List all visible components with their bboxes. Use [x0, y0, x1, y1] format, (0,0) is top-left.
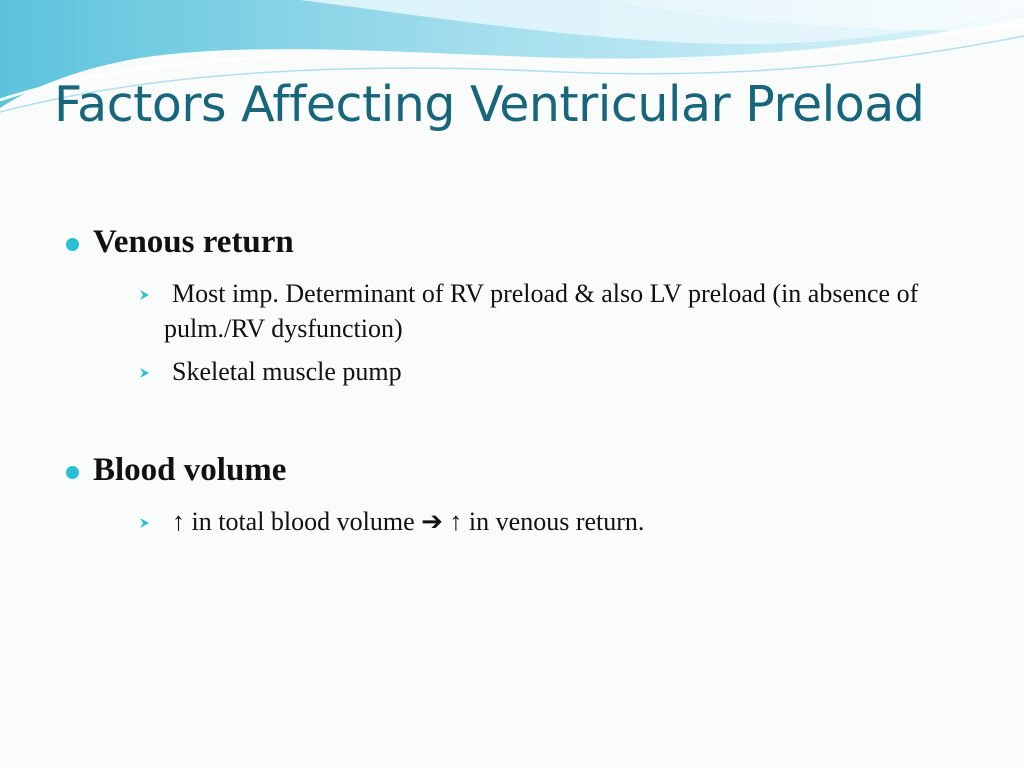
bullet-dot-icon: [66, 466, 79, 479]
bullet-dot-icon: [66, 238, 79, 251]
arrow-bullet-icon: [138, 288, 152, 302]
slide-title: Factors Affecting Ventricular Preload: [54, 76, 925, 133]
arrow-bullet-icon: [138, 366, 152, 380]
bullet-heading-venous-return: Venous return: [93, 224, 294, 260]
sub-bullet-item: Most imp. Determinant of RV preload & also LV preload (in absence of pulm./RV dysfunction): [164, 279, 919, 343]
sub-bullet-item: ↑ in total blood volume ➔ ↑ in venous return.: [172, 507, 645, 536]
sub-bullet-item: Skeletal muscle pump: [172, 357, 402, 386]
arrow-bullet-icon: [138, 516, 152, 530]
bullet-heading-blood-volume: Blood volume: [93, 452, 287, 488]
